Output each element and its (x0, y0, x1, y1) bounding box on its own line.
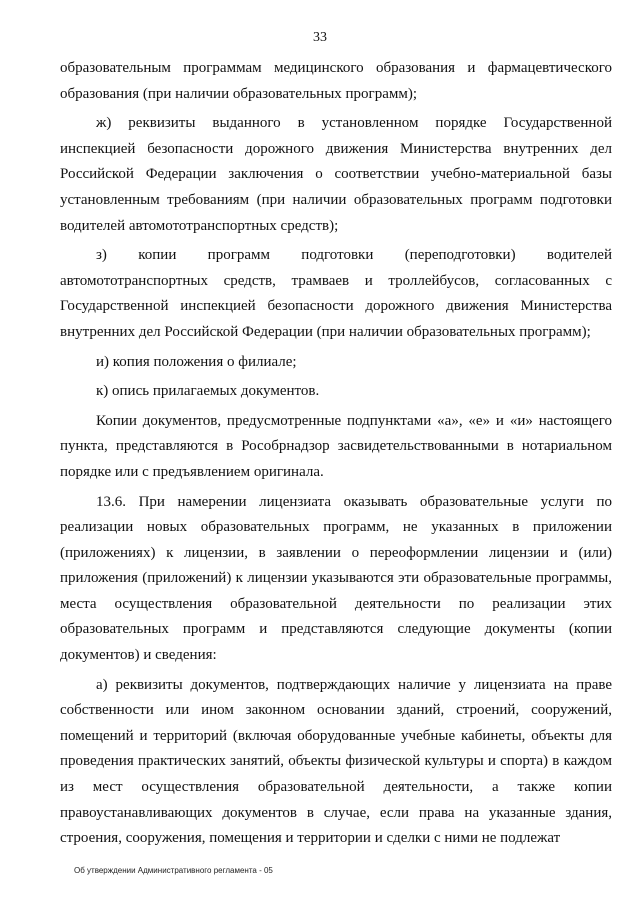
page-number: 33 (313, 30, 327, 45)
paragraph-item-k: к) опись прилагаемых документов. (96, 383, 320, 400)
paragraph-item-a: а) реквизиты документов, подтверждающих наличие у лицензиата на праве собственности или ином законном основании зданий, строений, сооружений, помещений и территорий (включая оборудованные учебные кабинеты, объекты для проведения практических занятий, объекты физической культуры и спорта) в каждом из мест осуществления образовательной деятельности, а также копии правоустанавливающих документов в случае, если права на указанные здания, строения, сооружения, помещения и территории и сделки с ними не подлежат (60, 676, 612, 847)
paragraph-continuation: образовательным программам медицинского образования и фармацевтического образования (при наличии образовательных программ); (60, 60, 612, 102)
paragraph-item-i: и) копия положения о филиале; (96, 353, 297, 370)
footer-note: Об утверждении Административного регламента - 05 (74, 866, 273, 875)
document-body (60, 56, 612, 852)
paragraph-section-13-6: 13.6. При намерении лицензиата оказывать образовательные услуги по реализации новых образовательных программ, не указанных в приложении (приложениях) к лицензии, в заявлении о переоформлении лицензии и (или) приложения (приложений) к лицензии указываются эти образовательные программы, места осуществления образовательной деятельности по реализации этих образовательных программ и представляются следующие документы (копии документов) и сведения: (60, 493, 612, 664)
paragraph-item-zh: ж) реквизиты выданного в установленном порядке Государственной инспекцией безопасности дорожного движения Министерства внутренних дел Российской Федерации заключения о соответствии учебно-материальной базы установленным требованиям (при наличии образовательных программ подготовки водителей автомототранспортных средств); (60, 115, 612, 234)
paragraph-copies-note: Копии документов, предусмотренные подпунктами «а», «е» и «и» настоящего пункта, представляются в Рособрнадзор засвидетельствованными в нотариальном порядке или с предъявлением оригинала. (60, 412, 612, 480)
paragraph-item-z: з) копии программ подготовки (переподготовки) водителей автомототранспортных средств, трамваев и троллейбусов, согласованных с Государственной инспекцией безопасности дорожного движения Министерства внутренних дел Российской Федерации (при наличии образовательных программ); (60, 247, 612, 340)
